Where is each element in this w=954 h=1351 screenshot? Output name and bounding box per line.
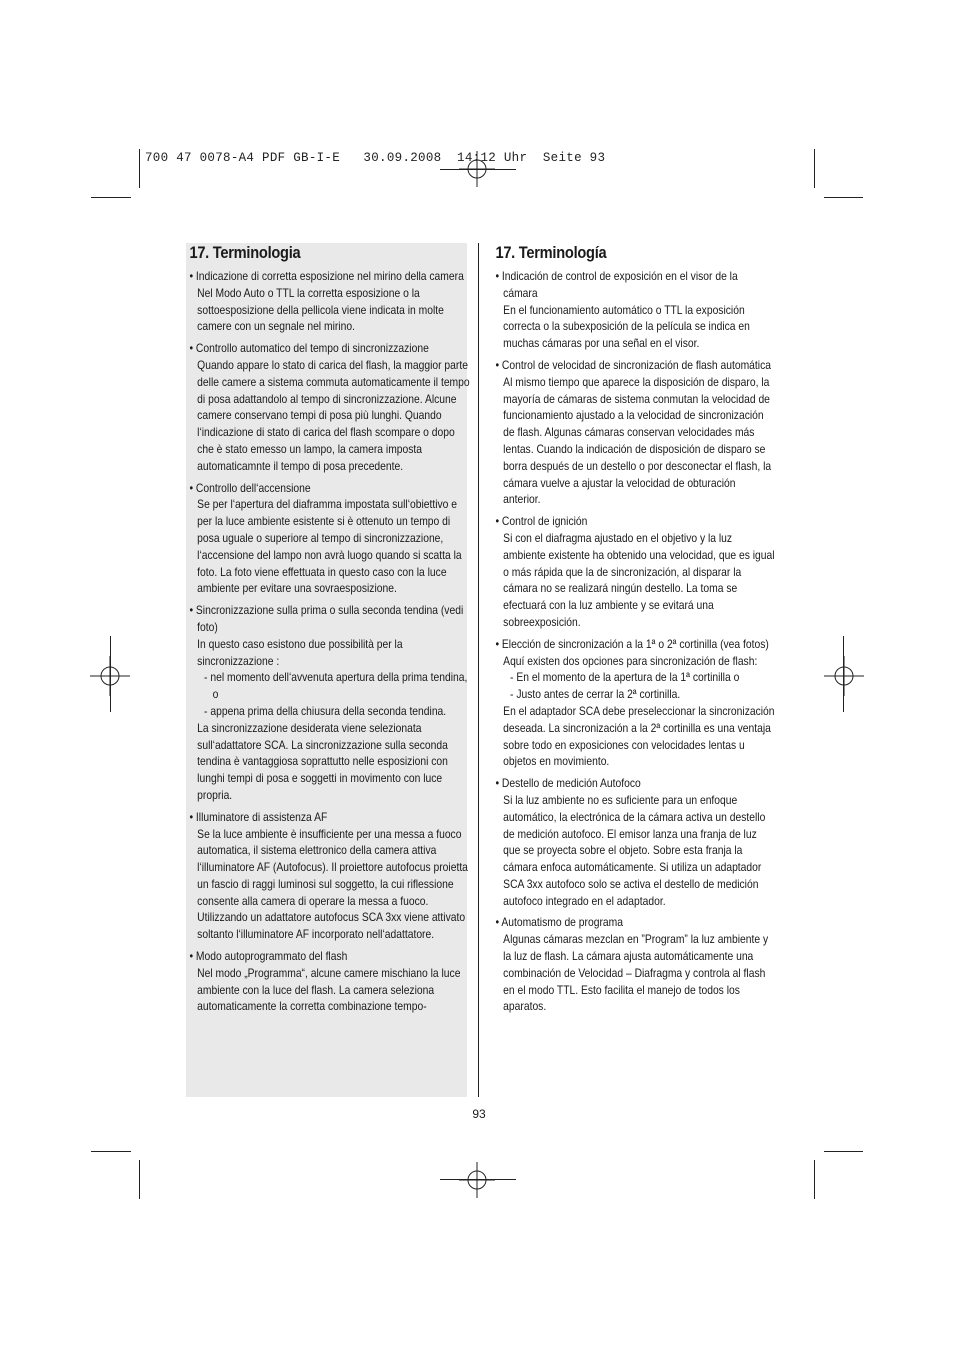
entry-term: • Indicazione di corretta esposizione nel mirino della camera — [189, 269, 464, 283]
entry-term: • Illuminatore di assistenza AF — [189, 809, 328, 824]
entry-description: Quando appare lo stato di carica del flash, la maggior parte delle camere a sistema commuta automaticamente il tempo di posa adattandolo al tempo di sincronizzazione. Alcune camere conservano tempi di posa più lunghi. Quando l‘indicazione di stato di carica del flash scompare o dopo che è stato emesso un lampo, la camera imposta automaticamnte il tempo di posa precedente. — [197, 357, 470, 473]
entry-term: • Sincronizzazione sulla prima o sulla seconda tendina (vedi foto) — [189, 603, 464, 634]
registration-line — [440, 1179, 516, 1180]
registration-target-icon — [459, 151, 495, 187]
glossary-entry — [495, 636, 774, 770]
glossary-entry — [189, 602, 469, 804]
entry-description: Si con el diafragma ajustado en el objetivo y la luz ambiente existente ha obtenido una velocidad, que es igual o más rápida que la de sincronización, al disparar la cámara no se realizará ningún destello. La toma se efectuará con la luz ambiente y se evitará una sobreexposición. — [503, 530, 775, 629]
glossary-entry — [495, 513, 774, 631]
entry-term: • Destello de medición Autofoco — [495, 776, 641, 791]
entry-description: Si la luz ambiente no es suficiente para un enfoque automático, la electrónica de la cámara activa un destello de medición autofoco. El emisor lanza una franja de luz que se proyecta sobre el objeto. Sobre esta franja la cámara enfoca automáticamente. Si utiliza un adaptador SCA 3xx autofoco solo se activa el destello de medición autofoco integrado en el adaptador. — [503, 792, 766, 908]
glossary-entry — [495, 775, 774, 909]
italian-title: 17. Terminologia — [189, 243, 301, 262]
entry-dash-item: - appena prima della chiusura della seconda tendina. — [204, 703, 447, 718]
column-divider — [478, 243, 479, 1097]
registration-target-icon — [459, 1162, 495, 1198]
glossary-entry — [495, 914, 774, 1015]
spanish-column — [492, 243, 775, 1097]
glossary-entry — [189, 948, 469, 1015]
entry-dash-item: - nel momento dell‘avvenuta apertura della prima tendina, o — [204, 670, 468, 702]
entry-term: • Controllo automatico del tempo di sincronizzazione — [189, 341, 429, 356]
entry-term: • Control de ignición — [495, 514, 588, 529]
registration-line — [110, 636, 111, 712]
print-slug: 700 47 0078-A4 PDF GB-I-E 30.09.2008 14:12 Uhr Seite 93 — [145, 151, 606, 165]
entry-description: In questo caso esistono due possibilità per la sincronizzazione : — [197, 636, 403, 668]
glossary-entry — [495, 268, 774, 352]
page-number: 93 — [472, 1107, 486, 1121]
entry-description: Se per l‘apertura del diaframma impostata sull‘obiettivo e per la luce ambiente esistente si è ottenuto un tempo di posa uguale o superiore al tempo di sincronizzazione, l‘accensione del lampo non avrà luogo quando si scatta la foto. La foto viene effettuata in questo caso con la luce ambiente per evitare una sovraesposizione. — [197, 497, 462, 596]
crop-mark-bottom-left-h — [91, 1151, 131, 1152]
entry-description: Nel modo „Programma“, alcune camere mischiano la luce ambiente con la luce del flash. La camera seleziona automaticamente la corretta combinazione tempo- — [197, 965, 461, 1014]
crop-mark-top-right-h — [824, 197, 863, 198]
glossary-entry — [495, 357, 774, 508]
entry-description: La sincronizzazione desiderata viene selezionata sull‘adattatore SCA. La sincronizzazione sulla seconda tendina è vantaggiosa soprattutto nelle esposizioni con lunghi tempi di posa e soggetti in movimento con luce propria. — [197, 720, 448, 802]
registration-line — [843, 636, 844, 712]
entry-description: En el funcionamiento automático o TTL la exposición correcta o la subexposición de la película se indica en muchas cámaras por una señal en el visor. — [503, 302, 750, 351]
entry-description: Se la luce ambiente è insufficiente per una messa a fuoco automatica, il sistema elettronico della camera attiva l‘illuminatore AF (Autofocus). Il proiettore autofocus proietta un fascio di raggi luminosi sul soggetto, la cui riflessione consente alla camera di operare la messa a fuoco. Utilizzando un adattatore autofocus SCA 3xx viene attivato soltanto l‘illuminatore AF incorporato nell‘adattatore. — [197, 826, 468, 942]
crop-mark-bottom-right-h — [824, 1151, 863, 1152]
entry-term: • Control de velocidad de sincronización de flash automática — [495, 357, 771, 372]
entry-term: • Modo autoprogrammato del flash — [189, 949, 348, 964]
entry-dash-item: - En el momento de la apertura de la 1ª cortinilla o — [510, 670, 740, 685]
crop-mark-top-left-v — [139, 149, 140, 188]
entry-dash-item: - Justo antes de cerrar la 2ª cortinilla. — [510, 687, 681, 702]
entry-term: • Indicación de control de exposición en el visor de la cámara — [495, 269, 738, 300]
crop-mark-bottom-left-v — [139, 1160, 140, 1199]
glossary-entry — [189, 480, 469, 598]
registration-target-icon — [824, 656, 864, 696]
entry-description: Nel Modo Auto o TTL la corretta esposizione o la sottoesposizione della pellicola viene indicata in molte camere con un segnale nel mirino. — [197, 285, 444, 334]
glossary-entry — [189, 268, 469, 335]
entry-term: • Elección de sincronización a la 1ª o 2ª cortinilla (vea fotos) — [495, 636, 769, 651]
glossary-entry — [189, 340, 469, 474]
entry-description: Algunas cámaras mezclan en ”Program” la luz ambiente y la luz de flash. La cámara ajusta automáticamente una combinación de Velocidad – Diafragma y controla al flash en el modo TTL. Esto facilita el manejo de todos los aparatos. — [503, 932, 769, 1014]
glossary-entry — [189, 809, 469, 943]
spanish-title: 17. Terminología — [495, 243, 607, 262]
entry-term: • Controllo dell‘accensione — [189, 480, 311, 495]
crop-mark-top-left-h — [91, 197, 131, 198]
crop-mark-bottom-right-v — [814, 1160, 815, 1199]
entry-description: Aquí existen dos opciones para sincronización de flash: — [503, 653, 758, 668]
entry-description: En el adaptador SCA debe preseleccionar la sincronización deseada. La sincronización a la 2ª cortinilla es una ventaja sobre todo en exposiciones con velocidades lentas u objetos en movimiento. — [503, 703, 775, 769]
entry-term: • Automatismo de programa — [495, 915, 623, 930]
crop-mark-top-right-v — [814, 149, 815, 188]
italian-column — [186, 243, 470, 1097]
entry-description: Al mismo tiempo que aparece la disposición de disparo, la mayoría de cámaras de sistema conmutan la velocidad de funcionamiento ajustado a la velocidad de sincronización de flash. Algunas cámaras conservan velocidades más lentas. Cuando la indicación de disposición de disparo se borra después de un destello o por desconectar el flash, la cámara vuelve a ajustar la velocidad de obturación anterior. — [503, 374, 772, 507]
